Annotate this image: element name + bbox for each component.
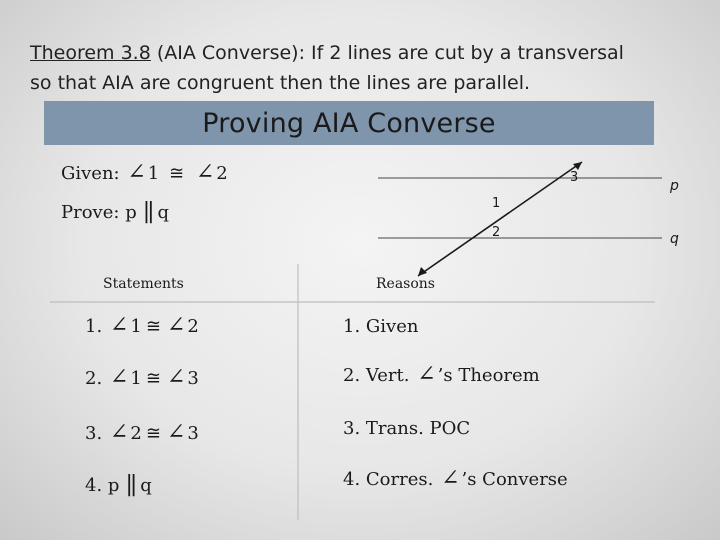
congruent-symbol: ≅ xyxy=(145,368,161,389)
reason-row-1: 1. Given xyxy=(343,316,419,337)
row-number: 2. xyxy=(85,368,103,389)
statement-line-b: q xyxy=(140,475,152,496)
angle-symbol-icon: ∠ xyxy=(166,420,186,445)
statement-row-4 xyxy=(85,472,152,497)
parallel-symbol: || xyxy=(142,199,152,224)
theorem-text-1: (AIA Converse): If 2 lines are cut by a transversal xyxy=(150,42,624,64)
transversal-diagram xyxy=(360,160,700,290)
prove-statement xyxy=(61,199,169,224)
angle-symbol-icon: ∠ xyxy=(417,362,436,387)
angle-symbol-icon: ∠ xyxy=(127,160,146,185)
title-banner xyxy=(44,101,654,145)
congruent-symbol: ≅ xyxy=(145,316,161,337)
reason-row-3: 3. Trans. POC xyxy=(343,418,471,439)
angle-symbol-icon: ∠ xyxy=(109,365,129,390)
parallel-symbol: || xyxy=(125,472,135,497)
banner-title: Proving AIA Converse xyxy=(202,107,496,139)
statements-header: Statements xyxy=(103,276,184,292)
reason-text-pre: 2. Vert. xyxy=(343,365,410,386)
statement-angle-a: 1 xyxy=(130,316,142,337)
reason-row-4 xyxy=(343,466,568,491)
reasons-header: Reasons xyxy=(376,276,435,292)
angle-label-3: 3 xyxy=(570,170,579,185)
reason-text-post: ’s Converse xyxy=(461,469,568,490)
given-label: Given: xyxy=(61,163,120,184)
statement-angle-a: 2 xyxy=(130,423,142,444)
row-number: 1. xyxy=(85,316,103,337)
angle-symbol-icon: ∠ xyxy=(109,313,129,338)
prove-line-b: q xyxy=(157,202,170,223)
angle-symbol-icon: ∠ xyxy=(195,160,215,185)
prove-line-a: p xyxy=(125,202,137,223)
reason-text-post: ’s Theorem xyxy=(437,365,540,386)
statement-angle-b: 2 xyxy=(187,316,199,337)
transversal-line xyxy=(418,162,582,276)
given-angle-b: 2 xyxy=(216,163,228,184)
congruent-symbol: ≅ xyxy=(145,423,161,444)
arrowhead-top-icon xyxy=(573,162,582,170)
congruent-symbol: ≅ xyxy=(168,163,185,184)
statement-row-3 xyxy=(85,420,199,445)
statement-line-a: p xyxy=(107,475,120,496)
line-label-q: q xyxy=(670,231,679,247)
angle-symbol-icon: ∠ xyxy=(166,313,186,338)
given-angle-a: 1 xyxy=(147,163,160,184)
statement-row-1 xyxy=(85,313,199,338)
reason-text-pre: 4. Corres. xyxy=(343,469,434,490)
reason-row-2 xyxy=(343,362,540,387)
line-label-p: p xyxy=(670,178,679,194)
theorem-line-1 xyxy=(30,38,700,68)
statement-angle-b: 3 xyxy=(187,368,199,389)
angle-symbol-icon: ∠ xyxy=(109,420,129,445)
theorem-name: Theorem 3.8 xyxy=(30,42,151,64)
row-number: 3. xyxy=(85,423,103,444)
angle-label-1: 1 xyxy=(492,196,501,211)
theorem-line-2: so that AIA are congruent then the lines are parallel. xyxy=(30,72,531,94)
prove-label: Prove: xyxy=(61,202,120,223)
theorem-statement xyxy=(30,38,700,98)
statement-angle-b: 3 xyxy=(187,423,199,444)
given-statement xyxy=(61,160,228,185)
angle-label-2: 2 xyxy=(492,225,501,240)
angle-symbol-icon: ∠ xyxy=(166,365,186,390)
statement-row-2 xyxy=(85,365,199,390)
angle-symbol-icon: ∠ xyxy=(441,466,460,491)
row-number: 4. xyxy=(85,475,103,496)
statement-angle-a: 1 xyxy=(130,368,142,389)
